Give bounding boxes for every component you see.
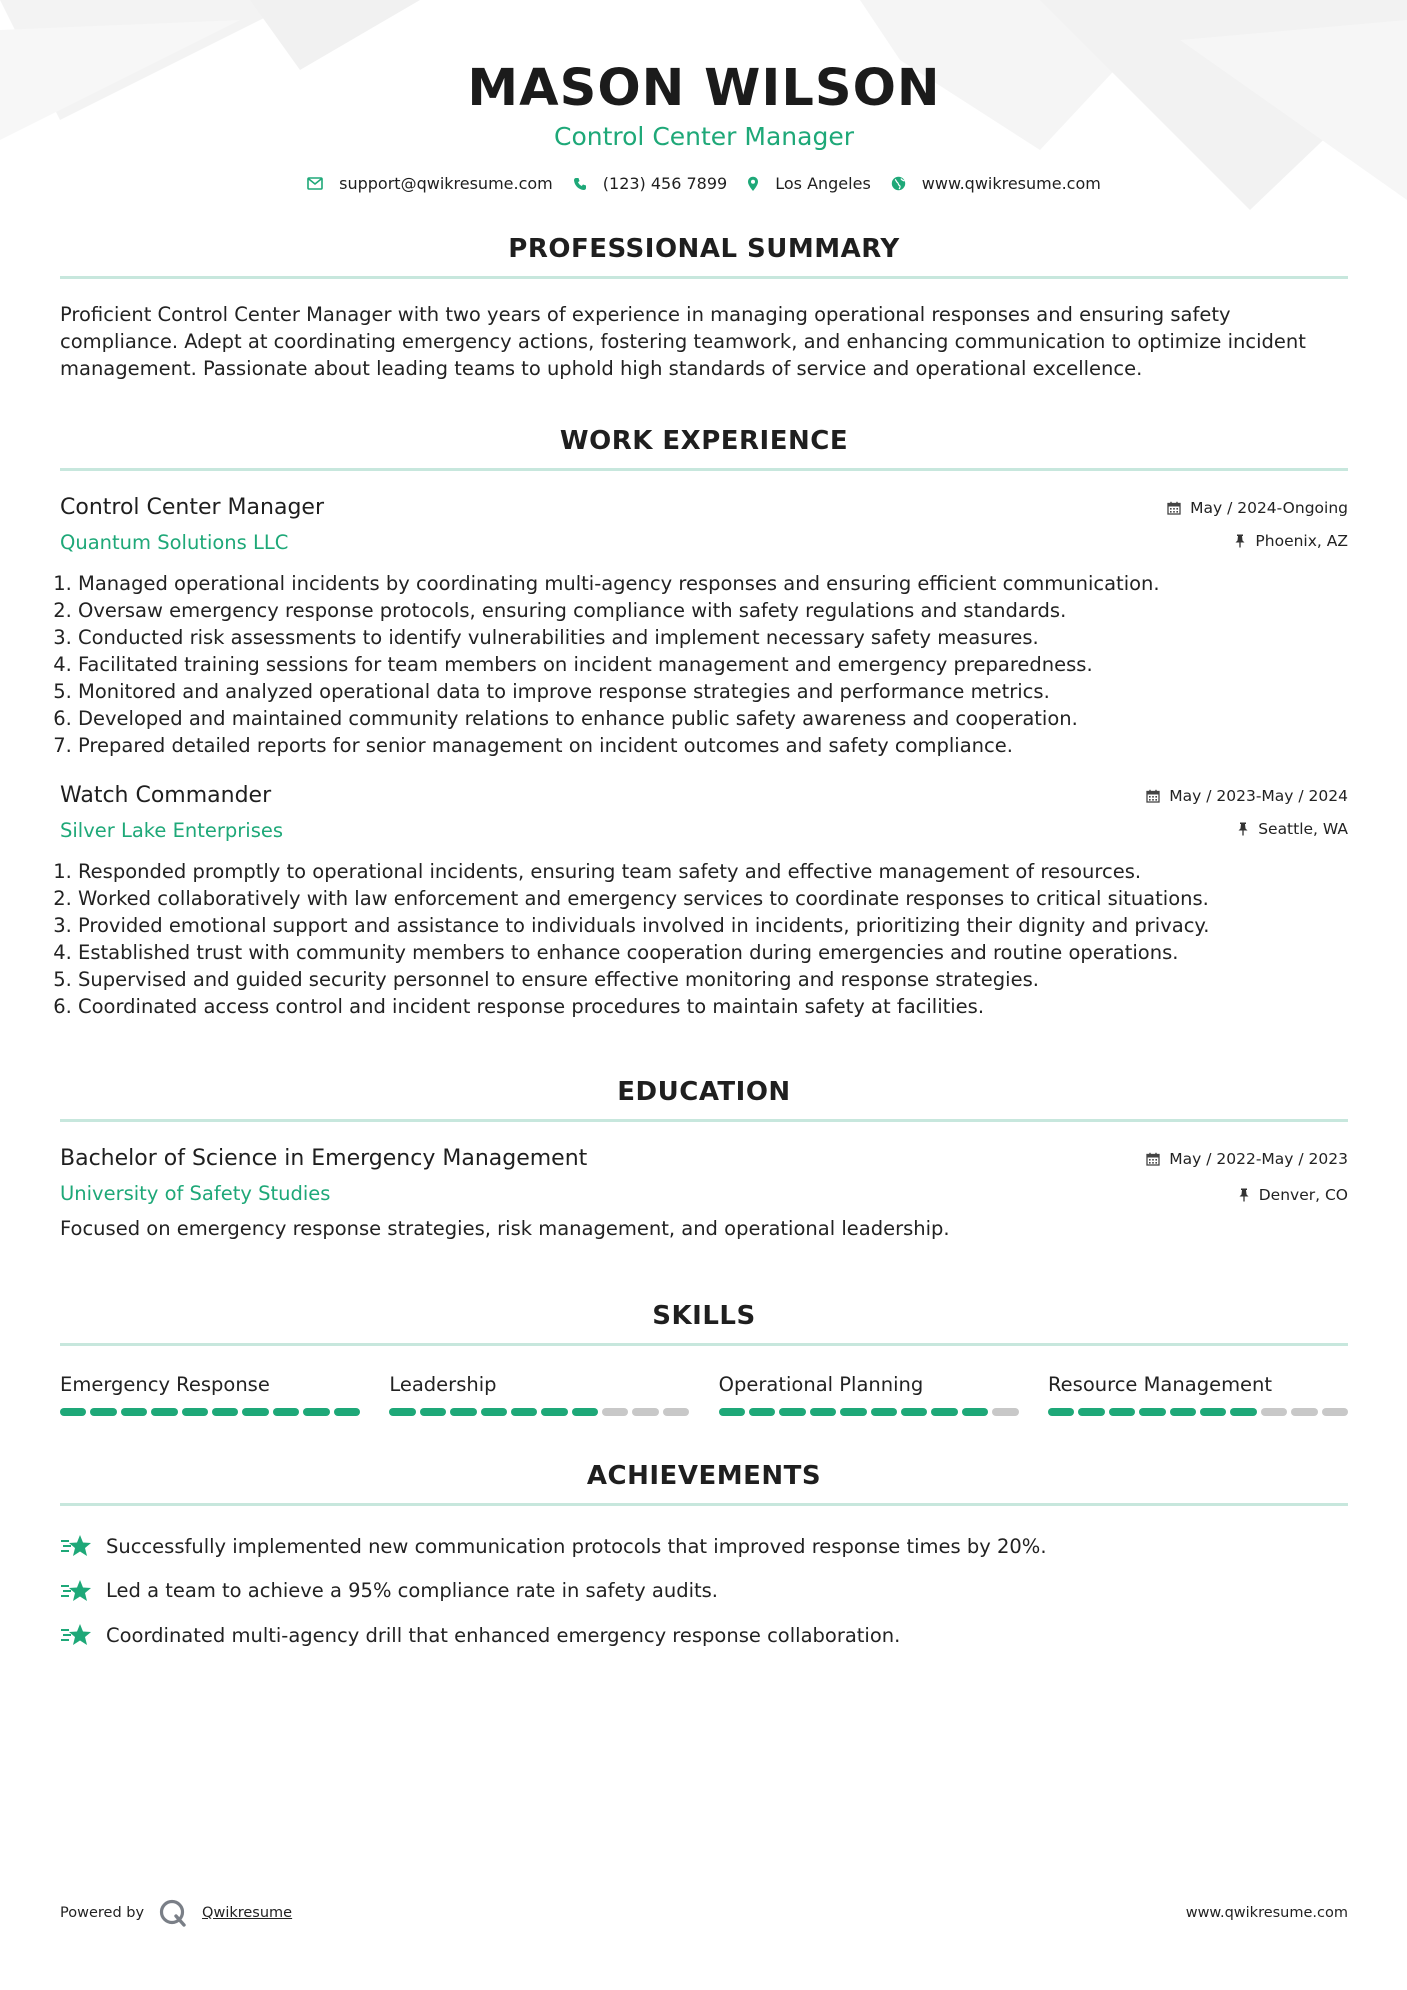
job-duties [60,570,1348,759]
skill-segment-filled [719,1408,745,1416]
list-item: 4. Facilitated training sessions for team members on incident management and emergency preparedness. [78,651,1348,678]
skill-level-bar [389,1408,689,1416]
achievements-list [60,1528,1348,1653]
section-divider [60,1343,1348,1346]
skill-segment-filled [212,1408,238,1416]
summary-text: Proficient Control Center Manager with two years of experience in managing operational responses and ensuring safety compliance. Adept at coordinating emergency actions, fostering teamwork, and enhancing communication to optimize incident management. Passionate about leading teams to uphold high standards of service and operational excellence. [60,303,1306,380]
skills-section [60,1300,1348,1416]
skill-segment-empty [1291,1408,1317,1416]
skill-segment-filled [1139,1408,1165,1416]
list-item: 1. Managed operational incidents by coordinating multi-agency responses and ensuring efficient communication. [78,570,1348,597]
skill-segment-filled [450,1408,476,1416]
list-item: 5. Monitored and analyzed operational data to improve response strategies and performance metrics. [78,678,1348,705]
skill-segment-filled [389,1408,415,1416]
list-item: 2. Worked collaboratively with law enforcement and emergency services to coordinate responses to critical situations. [78,885,1348,912]
page-footer [60,1898,1348,1928]
skill-segment-filled [749,1408,775,1416]
skill-segment-filled [931,1408,957,1416]
skill-segment-filled [541,1408,567,1416]
summary-section [60,233,1348,382]
skill-segment-filled [303,1408,329,1416]
list-item: 3. Conducted risk assessments to identify vulnerabilities and implement necessary safety measures. [78,624,1348,651]
achievement-text: Coordinated multi-agency drill that enhanced emergency response collaboration. [106,1623,901,1647]
skill-segment-filled [810,1408,836,1416]
school-name: University of Safety Studies [60,1182,331,1205]
map-pin-icon [747,176,759,192]
skill-segment-filled [1078,1408,1104,1416]
contact-email[interactable] [307,174,553,193]
skill-segment-filled [962,1408,988,1416]
resume-page [60,0,1348,1662]
skill-item [719,1372,1019,1416]
achievement-item [60,1573,1348,1609]
skills-heading: SKILLS [652,1301,756,1331]
achievement-text: Successfully implemented new communication protocols that improved response times by 20%. [106,1534,1047,1558]
calendar-icon [1146,789,1160,803]
achievement-item [60,1617,1348,1653]
skill-segment-filled [1200,1408,1226,1416]
contact-phone-text: (123) 456 7899 [602,174,728,193]
education-section [60,1076,1348,1242]
skill-segment-filled [1109,1408,1135,1416]
powered-by-label: Powered by [60,1905,145,1921]
list-item: 5. Supervised and guided security personnel to ensure effective monitoring and response strategies. [78,966,1348,993]
shooting-star-icon [60,1623,92,1647]
education-location: Denver, CO [1258,1186,1348,1204]
skill-segment-empty [1261,1408,1287,1416]
job-company: Quantum Solutions LLC [60,531,289,554]
skill-segment-filled [121,1408,147,1416]
list-item: 7. Prepared detailed reports for senior management on incident outcomes and safety compliance. [78,732,1348,759]
footer-website[interactable]: www.qwikresume.com [1185,1905,1348,1921]
job-dates: May / 2023-May / 2024 [1169,787,1348,805]
job-location: Seattle, WA [1258,820,1348,838]
contact-location [747,174,871,193]
education-entry [60,1144,1348,1242]
list-item: 1. Responded promptly to operational incidents, ensuring team safety and effective management of resources. [78,858,1348,885]
skill-segment-filled [420,1408,446,1416]
skill-segment-filled [572,1408,598,1416]
qwikresume-link[interactable]: Qwikresume [202,1905,293,1921]
skill-segment-filled [1048,1408,1074,1416]
skill-segment-filled [182,1408,208,1416]
skill-level-bar [719,1408,1019,1416]
education-heading: EDUCATION [617,1077,791,1107]
list-item: 6. Coordinated access control and incident response procedures to maintain safety at facilities. [78,993,1348,1020]
skill-segment-filled [334,1408,360,1416]
calendar-icon [1167,501,1181,515]
experience-section [60,425,1348,1020]
job-location: Phoenix, AZ [1255,532,1348,550]
section-divider [60,1503,1348,1506]
skill-segment-filled [1230,1408,1256,1416]
contact-email-text: support@qwikresume.com [339,174,553,193]
list-item: 2. Oversaw emergency response protocols, ensuring compliance with safety regulations and standards. [78,597,1348,624]
skill-item [389,1372,689,1416]
phone-icon [573,177,587,191]
skill-segment-filled [779,1408,805,1416]
skill-segment-empty [992,1408,1018,1416]
contact-location-text: Los Angeles [775,174,871,193]
job-entry [60,493,1348,759]
skill-segment-filled [901,1408,927,1416]
section-divider [60,1119,1348,1122]
pushpin-icon [1237,822,1249,836]
contact-website[interactable] [891,174,1101,193]
contact-phone[interactable] [573,174,727,193]
skill-segment-filled [90,1408,116,1416]
achievements-section [60,1460,1348,1653]
contact-bar [60,174,1348,193]
skill-segment-empty [663,1408,689,1416]
resume-header [60,0,1348,193]
skill-level-bar [1048,1408,1348,1416]
shooting-star-icon [60,1579,92,1603]
achievements-heading: ACHIEVEMENTS [586,1461,822,1491]
skill-name: Emergency Response [60,1373,270,1396]
job-duties [60,858,1348,1020]
job-dates: May / 2024-Ongoing [1190,499,1348,517]
achievement-text: Led a team to achieve a 95% compliance rate in safety audits. [106,1579,719,1602]
list-item: 3. Provided emotional support and assistance to individuals involved in incidents, prioritizing their dignity and privacy. [78,912,1348,939]
skill-segment-filled [273,1408,299,1416]
skill-name: Resource Management [1047,1373,1273,1396]
experience-heading: WORK EXPERIENCE [559,426,849,456]
skills-list [60,1372,1348,1416]
job-title: Control Center Manager [60,495,324,520]
skill-segment-filled [242,1408,268,1416]
job-entry [60,781,1348,1020]
skill-segment-filled [60,1408,86,1416]
skill-name: Operational Planning [718,1373,924,1396]
pushpin-icon [1234,534,1246,548]
summary-heading: PROFESSIONAL SUMMARY [508,234,900,264]
skill-segment-filled [840,1408,866,1416]
skill-segment-filled [151,1408,177,1416]
skill-name: Leadership [389,1373,497,1396]
envelope-icon [307,177,323,190]
skill-segment-empty [602,1408,628,1416]
section-divider [60,276,1348,279]
degree-title: Bachelor of Science in Emergency Management [60,1146,588,1171]
skill-item [1048,1372,1348,1416]
pushpin-icon [1238,1188,1250,1202]
skill-segment-empty [1322,1408,1348,1416]
skill-segment-filled [1170,1408,1196,1416]
candidate-name: MASON WILSON [467,59,941,118]
skill-level-bar [60,1408,360,1416]
list-item: 4. Established trust with community members to enhance cooperation during emergencies and routine operations. [78,939,1348,966]
education-description: Focused on emergency response strategies, risk management, and operational leadership. [60,1217,950,1240]
shooting-star-icon [60,1534,92,1558]
qwikresume-logo-icon [158,1898,188,1928]
skill-segment-filled [511,1408,537,1416]
contact-website-text: www.qwikresume.com [921,174,1101,193]
skill-segment-filled [871,1408,897,1416]
candidate-title: Control Center Manager [554,122,854,151]
skill-segment-empty [632,1408,658,1416]
education-dates: May / 2022-May / 2023 [1169,1150,1348,1168]
calendar-icon [1146,1152,1160,1166]
skill-item [60,1372,360,1416]
section-divider [60,468,1348,471]
job-title: Watch Commander [60,783,272,808]
list-item: 6. Developed and maintained community relations to enhance public safety awareness and cooperation. [78,705,1348,732]
globe-icon [891,176,906,191]
achievement-item [60,1528,1348,1564]
skill-segment-filled [481,1408,507,1416]
job-company: Silver Lake Enterprises [60,819,284,842]
